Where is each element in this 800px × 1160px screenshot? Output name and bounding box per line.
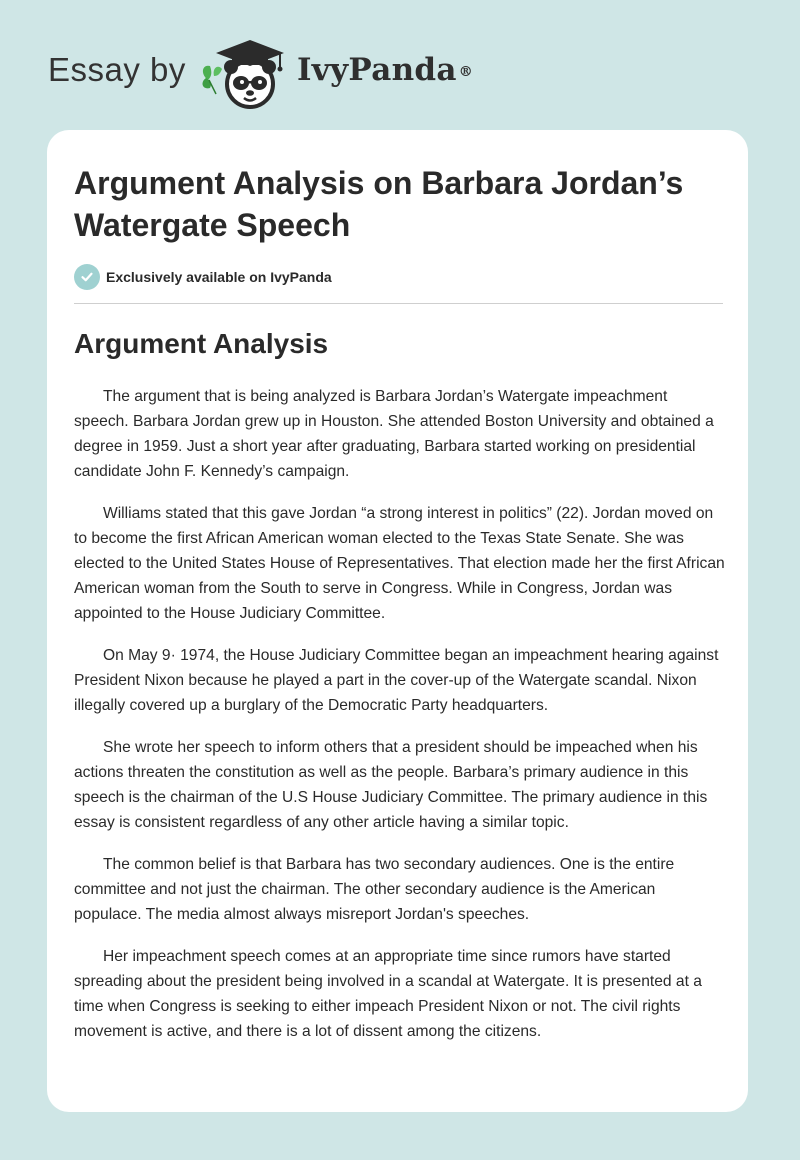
site-header (0, 0, 800, 120)
registered-mark: ® (458, 64, 474, 80)
article-card (47, 130, 748, 1112)
panda-graduate-icon[interactable] (198, 36, 290, 110)
paragraph: On May 9· 1974, the House Judiciary Committee began an impeachment hearing against President Nixon because he played a part in the cover-up of the Watergate scandal. Nixon illegally covered up a burglary of the Democratic Party headquarters. (74, 647, 719, 714)
paragraph: Her impeachment speech comes at an appropriate time since rumors have started spreading about the president being involved in a scandal at Watergate. It is presented at a time when Congress is seeking to either impeach President Nixon or not. The civil rights movement is active, and there is a lot of dissent among the citizens. (74, 948, 702, 1040)
paragraph: Williams stated that this gave Jordan “a strong interest in politics” (22). Jordan moved on to become the first African American woman elected to the Texas State Senate. She was elected to the United States House of Representatives. That election made her the first African American woman from the South to serve in Congress. While in Congress, Jordan was appointed to the House Judiciary Committee. (74, 505, 725, 622)
article-body (74, 384, 726, 1061)
section-heading: Argument Analysis (74, 328, 329, 359)
brand-text: IvyPanda (297, 52, 457, 88)
paragraph: The argument that is being analyzed is Barbara Jordan’s Watergate impeachment speech. Barbara Jordan grew up in Houston. She attended Boston University and obtained a degree in 1959. Just a short year after graduating, Barbara started working on presidential candidate John F. Kennedy’s campaign. (74, 388, 714, 480)
brand-name[interactable] (297, 50, 473, 90)
paragraph: She wrote her speech to inform others that a president should be impeached when his actions threaten the constitution as well as the people. Barbara’s primary audience in this speech is the chairman of the U.S House Judiciary Committee. The primary audience in this essay is consistent regardless of any other article having a similar topic. (74, 739, 708, 831)
title-divider (74, 303, 723, 304)
essay-by-label: Essay by (48, 51, 186, 88)
exclusive-badge (74, 264, 332, 290)
paragraph: The common belief is that Barbara has two secondary audiences. One is the entire committee and not just the chairman. The other secondary audience is the American populace. The media almost always misreport Jordan's speeches. (74, 856, 675, 923)
check-icon (74, 264, 100, 290)
exclusive-badge-label: Exclusively available on IvyPanda (106, 269, 332, 285)
article-title: Argument Analysis on Barbara Jordan’s Watergate Speech (74, 165, 684, 243)
